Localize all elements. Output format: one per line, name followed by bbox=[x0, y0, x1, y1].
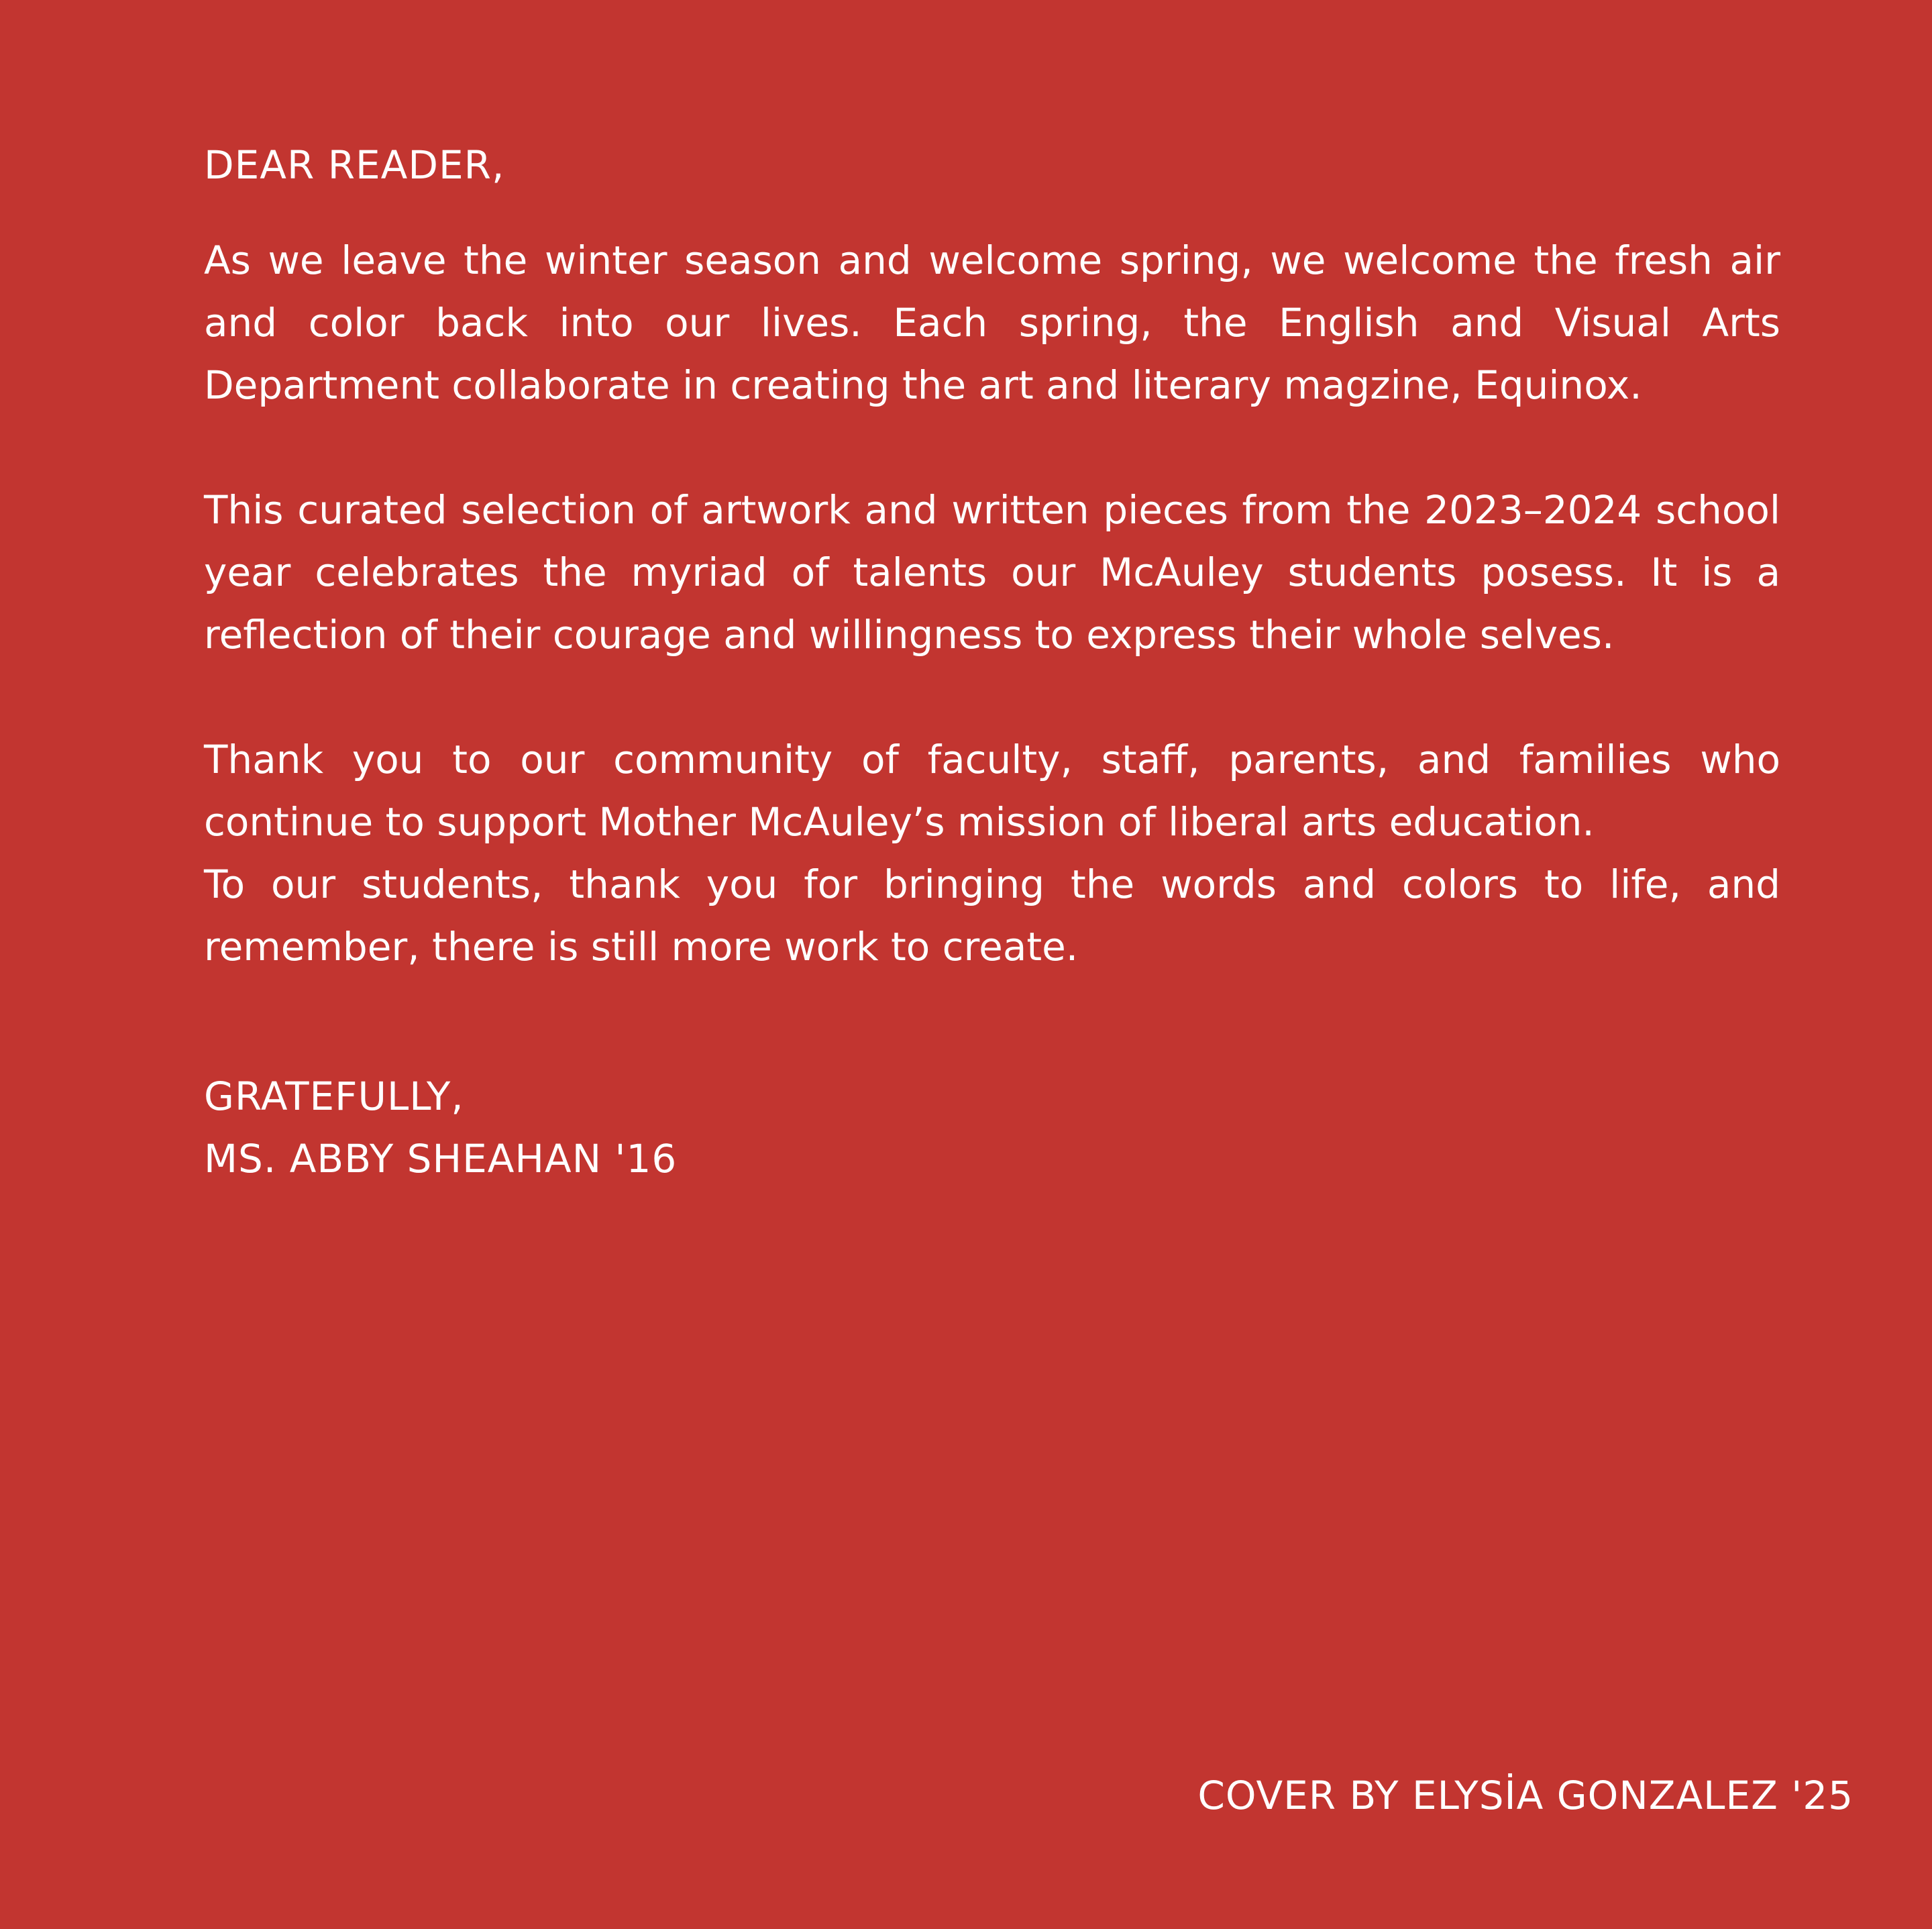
paragraph-intro: As we leave the winter season and welcome spring, we welcome the fresh air and color back into our lives. Each spring, the English and Visual Arts Department collaborate in creating the art and literary magzine, Equinox. bbox=[204, 238, 1780, 408]
signature: MS. ABBY SHEAHAN '16 bbox=[204, 1136, 678, 1182]
closing-block bbox=[204, 1065, 677, 1190]
closing-word: GRATEFULLY, bbox=[204, 1074, 464, 1119]
letter-body bbox=[204, 141, 1780, 978]
cover-credit: COVER BY ELYSİA GONZALEZ '25 bbox=[1197, 1773, 1854, 1818]
paragraph-thanks-community: Thank you to our community of faculty, staff, parents, and families who continue to support Mother McAuley’s mission of liberal arts education. bbox=[204, 737, 1780, 845]
salutation: DEAR READER, bbox=[204, 142, 505, 188]
paragraph-selection: This curated selection of artwork and written pieces from the 2023–2024 school year celebrates the myriad of talents our McAuley students posess. It is a reflection of their courage and willingness to express their whole selves. bbox=[204, 487, 1780, 658]
paragraph-thanks-students: To our students, thank you for bringing the words and colors to life, and remember, there is still more work to create. bbox=[204, 862, 1780, 970]
